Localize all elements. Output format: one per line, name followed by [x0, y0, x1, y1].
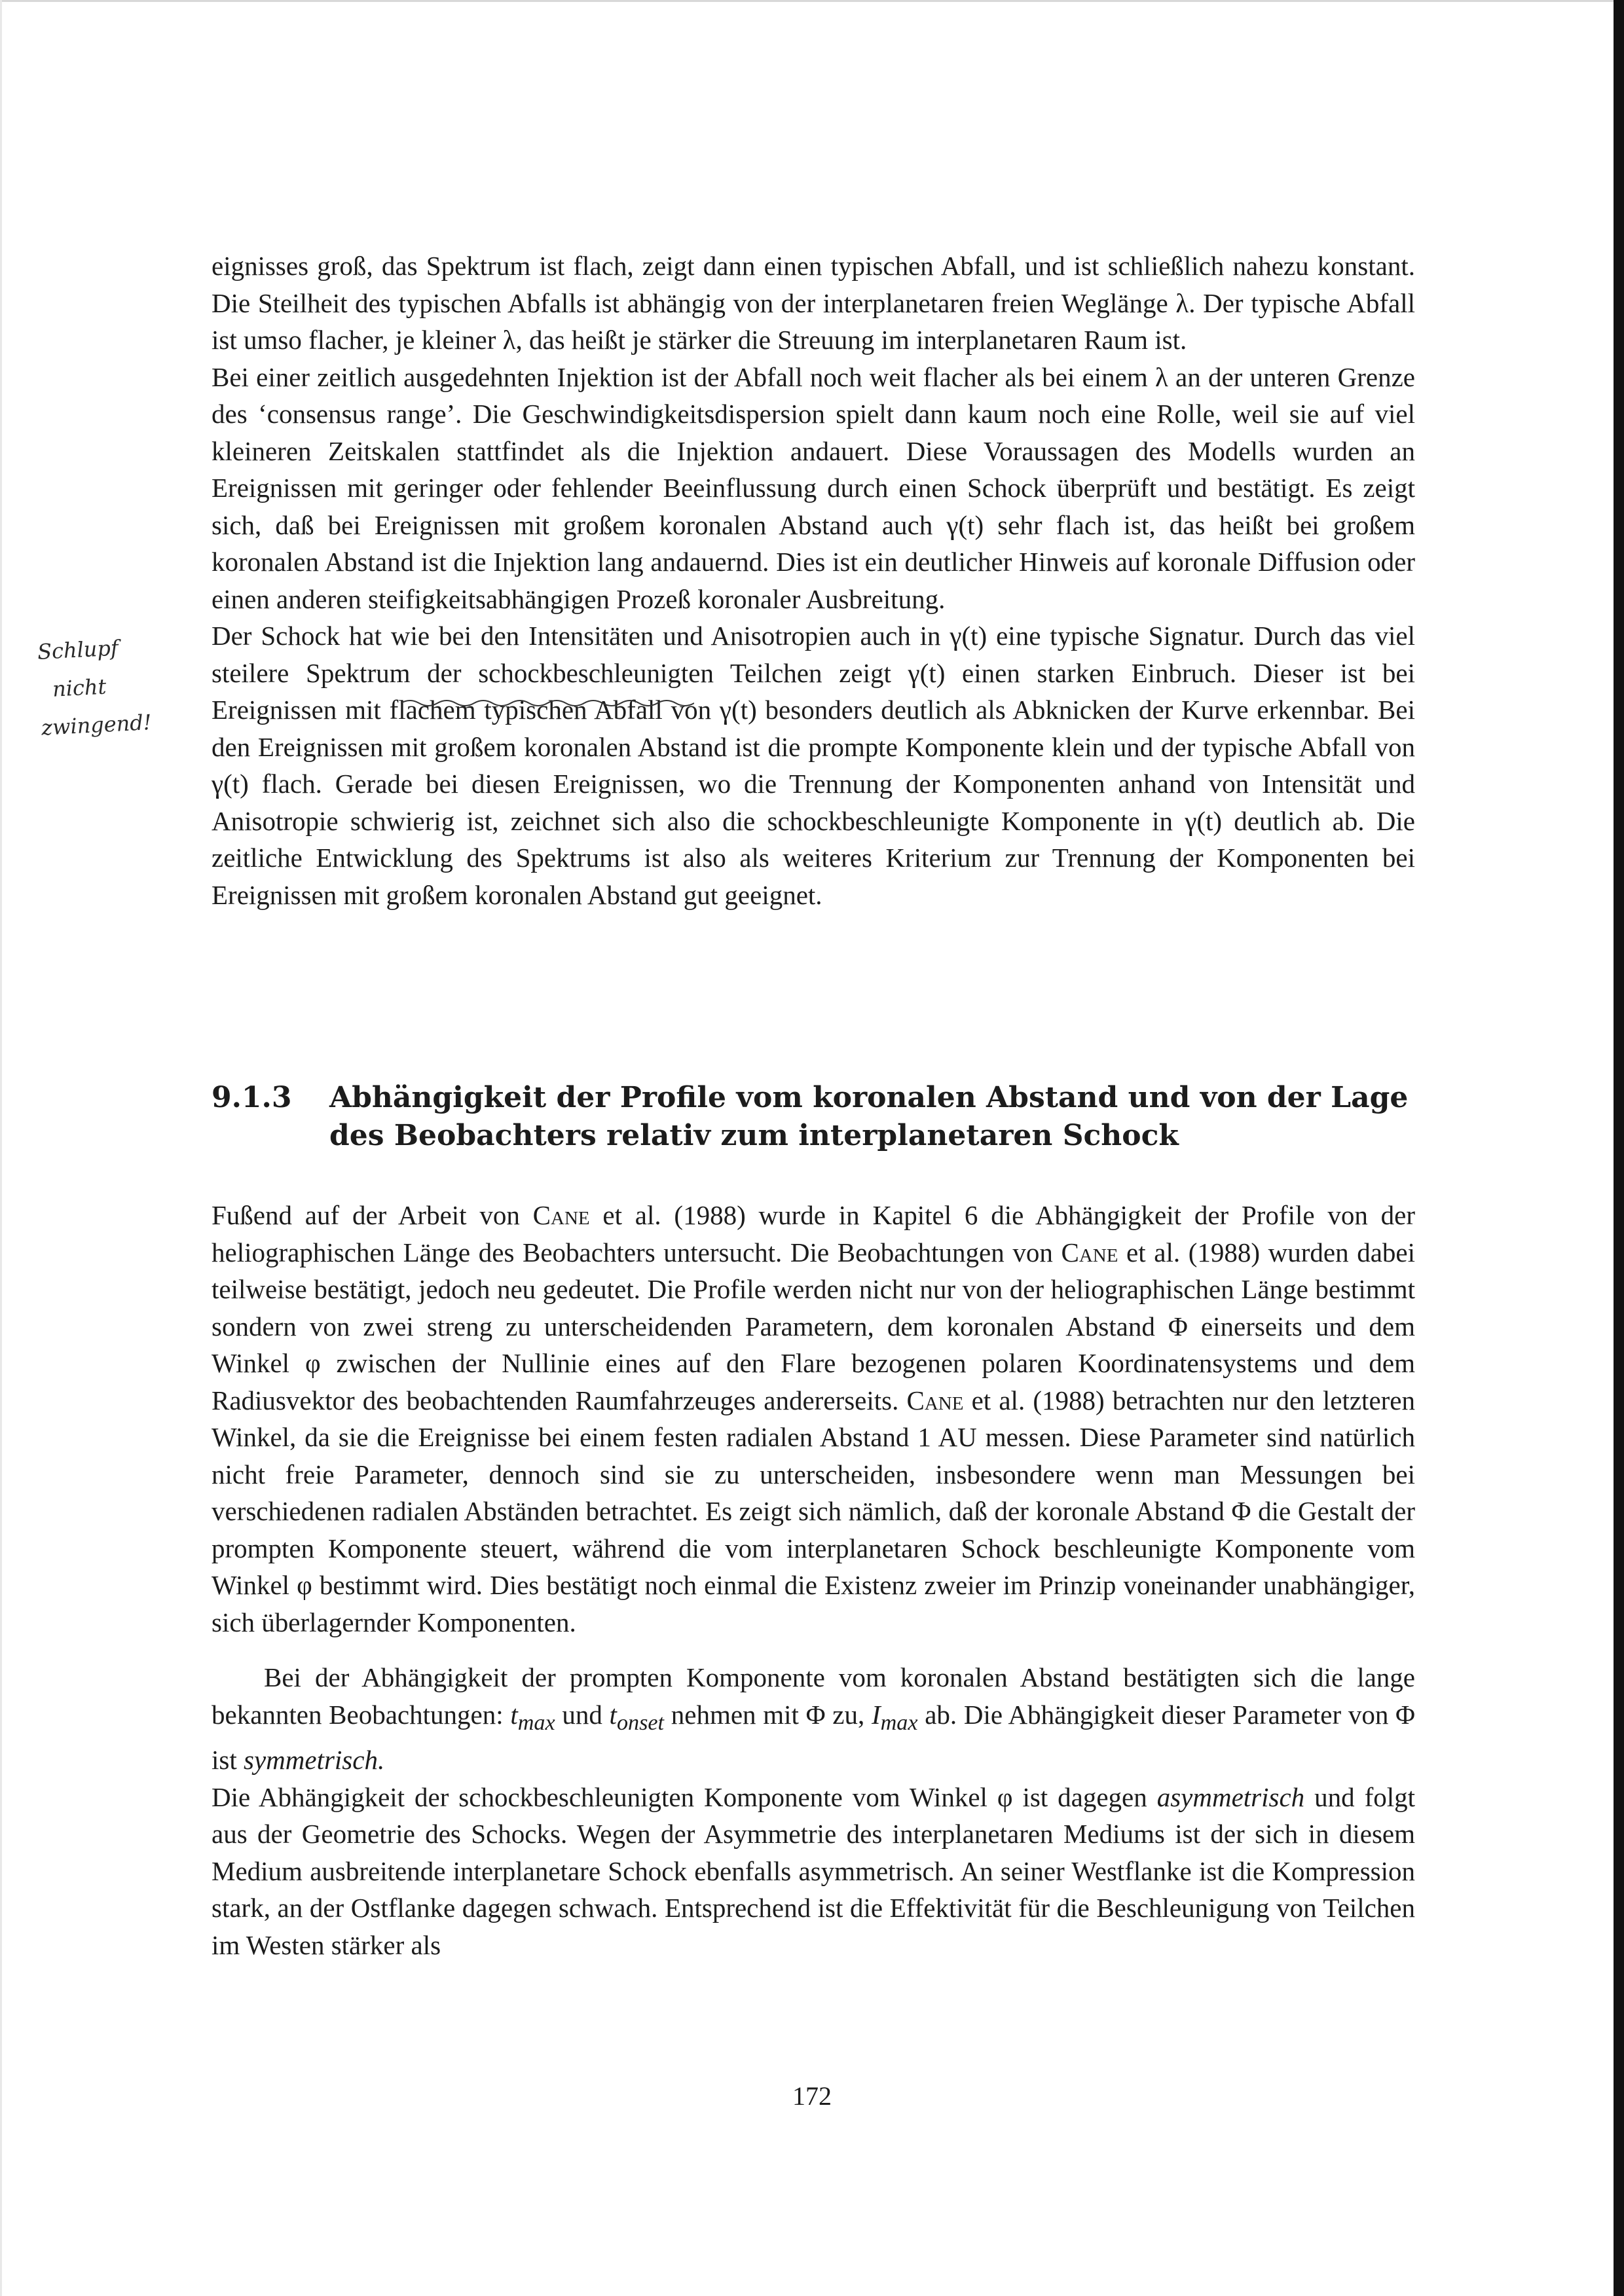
- handwritten-underline: [401, 698, 694, 708]
- page-edge-right: [1614, 0, 1624, 2296]
- margin-note-line-3: zwingend!: [41, 709, 153, 740]
- page-edge-top: [0, 0, 1624, 2]
- margin-note-line-2: nicht: [52, 674, 107, 702]
- author-cane-3: Cane: [906, 1385, 964, 1415]
- section-body: [212, 1197, 1415, 1963]
- paragraph-cane-intro: Fußend auf der Arbeit von Cane et al. (1988) wurde in Kapitel 6 die Abhängigkeit der Profile von der heliographischen Länge des Beobachters untersucht. Die Beobachtungen von Cane et al. (1988) wurden dabei teilweise bestätigt, jedoch neu gedeutet. Die Profile werden nicht nur von der heliographischen Länge bestimmt sondern von zwei streng zu unterscheidenden Parametern, dem koronalen Abstand Φ einerseits und dem Winkel φ zwischen der Nullinie eines auf den Flare bezogenen polaren Koordinatensystems und dem Radiusvektor des beobachtenden Raumfahrzeuges andererseits. Cane et al. (1988) betrachten nur den letzteren Winkel, da sie die Ereignisse bei einem festen radialen Abstand 1 AU messen. Diese Parameter sind natürlich nicht freie Parameter, dennoch sind sie zu unterscheiden, insbesondere wenn man Messungen bei verschiedenen radialen Abständen betrachtet. Es zeigt sich nämlich, daß der koronale Abstand Φ die Gestalt der prompten Komponente steuert, während die vom interplanetaren Schock beschleunigte Komponente vom Winkel φ bestimmt wird. Dies bestätigt noch einmal die Existenz zweier im Prinzip voneinander unabhängiger, sich überlagernder Komponenten.: [212, 1200, 1415, 1637]
- symbol-tonset: $t_{onset}$: [609, 1699, 665, 1735]
- word-symmetrisch: symmetrisch.: [244, 1745, 385, 1776]
- author-cane-1: Cane: [532, 1200, 590, 1230]
- margin-note-line-1: Schlupf: [37, 635, 119, 665]
- word-asymmetrisch: asymmetrisch: [1156, 1781, 1305, 1812]
- section-title: Abhängigkeit der Profile vom koronalen Abstand und von der Lage des Beobachters relativ zum interplanetaren Schock: [329, 1081, 1409, 1152]
- paragraph-prompt-component: Bei der Abhängigkeit der prompten Komponente vom koronalen Abstand bestätigten sich die lange bekannten Beobachtungen: $t_{max}$ und $t_{onset}$ nehmen mit Φ zu, $I_{max}$ ab. Die Abhängigkeit dieser Parameter von Φ ist symmetrisch.: [212, 1662, 1416, 1776]
- page-edge-left: [0, 0, 2, 2296]
- handwritten-margin-note: [37, 624, 213, 746]
- page-number: 172: [792, 2081, 832, 2111]
- top-text-block: [212, 247, 1415, 913]
- symbol-tmax: $t_{max}$: [510, 1699, 555, 1735]
- paragraph-shock-component: Die Abhängigkeit der schockbeschleunigten Komponente vom Winkel φ ist dagegen asymmetrisch und folgt aus der Geometrie des Schocks. Wegen der Asymmetrie des interplanetaren Mediums ist der sich in diesem Medium ausbreitende interplanetare Schock ebenfalls asymmetrisch. An seiner Westflanke ist die Kompression stark, an der Ostflanke dagegen schwach. Entsprechend ist die Effektivität für die Beschleunigung von Teilchen im Westen stärker als: [212, 1781, 1416, 1960]
- author-cane-2: Cane: [1061, 1237, 1118, 1267]
- section-number: 9.1.3: [212, 1081, 292, 1114]
- paragraph-injection: Bei einer zeitlich ausgedehnten Injektion ist der Abfall noch weit flacher als bei einem λ an der unteren Grenze des ‘consensus range’. Die Geschwindigkeitsdispersion spielt dann kaum noch eine Rolle, weil sie auf viel kleineren Zeitskalen stattfindet als die Injektion andauert. Diese Voraussagen des Modells wurden an Ereignissen mit geringer oder fehlender Beeinflussung durch einen Schock überprüft und bestätigt. Es zeigt sich, daß bei Ereignissen mit großem koronalen Abstand auch γ(t) sehr flach ist, das heißt bei großem koronalen Abstand ist die Injektion lang andauernd. Dies ist ein deutlicher Hinweis auf koronale Diffusion oder einen anderen steifigkeitsabhängigen Prozeß koronaler Ausbreitung.: [212, 361, 1415, 614]
- symbol-imax: $I_{max}$: [871, 1699, 918, 1735]
- paragraph-continuation: eignisses groß, das Spektrum ist flach, zeigt dann einen typischen Abfall, und ist schließlich nahezu konstant. Die Steilheit des typischen Abfalls ist abhängig von der interplanetaren freien Weglänge λ. Der typische Abfall ist umso flacher, je kleiner λ, das heißt je stärker die Streuung im interplanetaren Raum ist.: [212, 251, 1415, 355]
- paragraph-shock-signature: Der Schock hat wie bei den Intensitäten und Anisotropien auch in γ(t) eine typische Signatur. Durch das viel steilere Spektrum der schockbeschleunigten Teilchen zeigt γ(t) einen starken Einbruch. Dieser ist bei Ereignissen mit flachem typischen Abfall von γ(t) besonders deutlich als Abknicken der Kurve erkennbar. Bei den Ereignissen mit großem koronalen Abstand ist die prompte Komponente klein und der typische Abfall von γ(t) flach. Gerade bei diesen Ereignissen, wo die Trennung der Komponenten anhand von Intensität und Anisotropie schwierig ist, zeichnet sich also die schockbeschleunigte Komponente in γ(t) deutlich ab. Die zeitliche Entwicklung des Spektrums ist also als weiteres Kriterium zur Trennung der Komponenten bei Ereignissen mit großem koronalen Abstand gut geeignet.: [212, 621, 1415, 910]
